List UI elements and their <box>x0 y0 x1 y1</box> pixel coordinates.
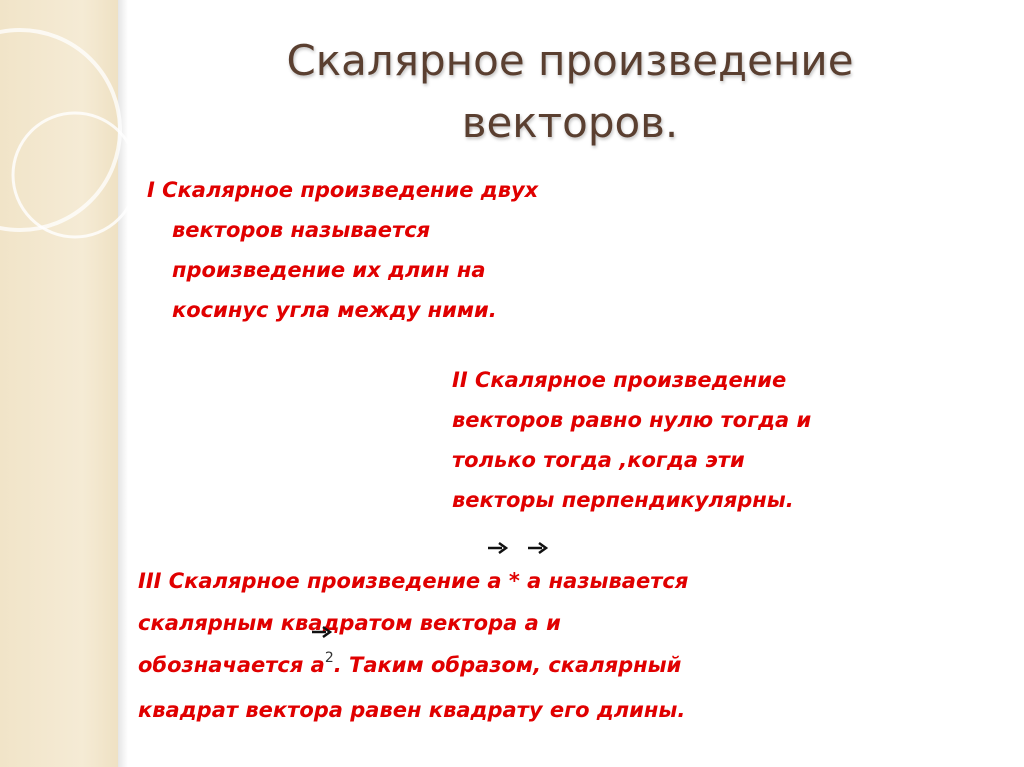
definition-block-3 <box>138 560 688 731</box>
slide-title <box>220 30 920 154</box>
def2-line-2: векторов равно нулю тогда и <box>452 408 812 432</box>
def3-line-3-start: обозначается <box>138 653 311 677</box>
vector-arrow-icon <box>487 540 509 554</box>
def2-line-4: векторы перпендикулярны. <box>452 488 794 512</box>
def3-line-2-start: скалярным квадратом вектора <box>138 611 525 635</box>
def1-line-1: I Скалярное произведение двух <box>147 178 539 202</box>
vector-arrow-icon <box>527 540 549 554</box>
vector-a-letter: a <box>310 653 325 677</box>
def3-line-2 <box>138 602 688 644</box>
vector-a-letter: a <box>487 569 502 593</box>
def3-line-1-start: III Скалярное произведение <box>138 569 488 593</box>
def3-line-3 <box>138 644 688 689</box>
decorative-rings <box>0 0 128 260</box>
def3-line-3-end: . Таким образом, скалярный <box>333 653 682 677</box>
vector-a <box>487 560 501 602</box>
def3-line-2-end: и <box>538 611 561 635</box>
def1-line-3: произведение их длин на <box>172 258 486 282</box>
definition-block-1 <box>147 170 538 330</box>
vector-a-letter: a <box>524 611 539 635</box>
def2-line-3: только тогда ,когда эти <box>452 448 745 472</box>
definition-block-2 <box>452 360 811 520</box>
vector-arrow-icon <box>311 624 333 638</box>
title-line-1: Скалярное произведение <box>286 36 854 85</box>
vector-a <box>311 644 325 686</box>
def1-line-4: косинус угла между ними. <box>172 298 497 322</box>
multiply-sign: * <box>501 569 528 593</box>
def2-line-1: II Скалярное произведение <box>452 368 787 392</box>
def1-line-2: векторов называется <box>172 218 431 242</box>
def3-line-1 <box>138 560 688 602</box>
title-line-2: векторов. <box>461 98 679 147</box>
vector-a <box>527 560 541 602</box>
def3-line-4: квадрат вектора равен квадрату его длины. <box>138 698 686 722</box>
vector-a-letter: a <box>527 569 542 593</box>
def3-line-1-end: называется <box>541 569 689 593</box>
superscript-two: 2 <box>324 650 334 666</box>
